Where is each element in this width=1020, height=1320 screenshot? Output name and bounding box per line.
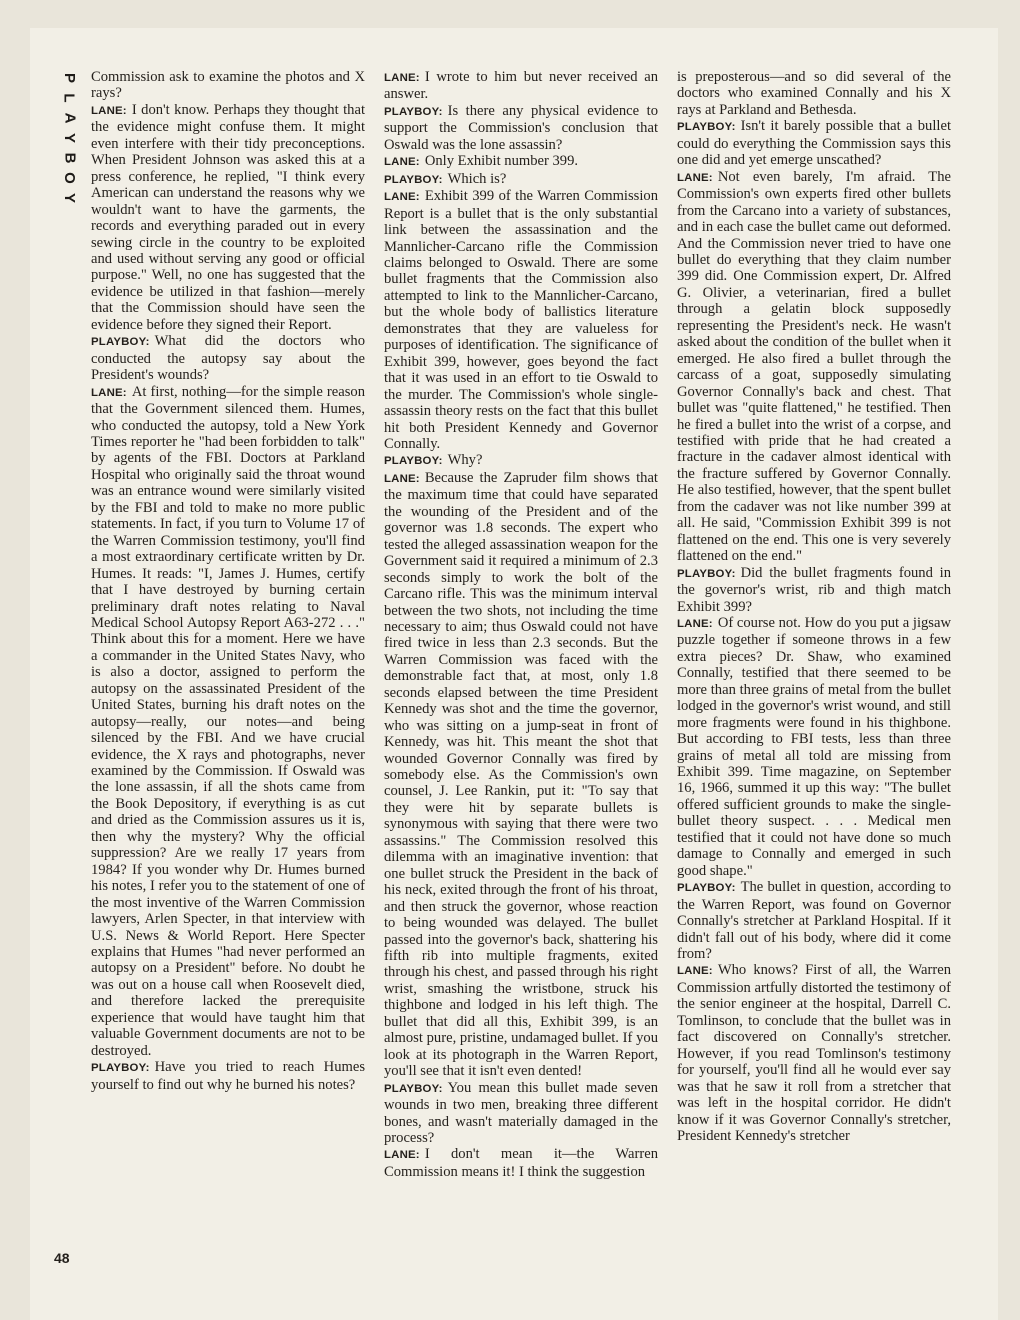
interview-paragraph bbox=[91, 384, 365, 1060]
interview-paragraph bbox=[677, 879, 951, 962]
paragraph-text: Why? bbox=[447, 452, 483, 469]
paragraph-text: Isn't it barely possible that a bullet could do everything the Commission says this one did and yet emerge unscathed? bbox=[677, 118, 951, 169]
interview-paragraph bbox=[677, 169, 951, 565]
interview-paragraph bbox=[384, 188, 658, 452]
speaker-label: PLAYBOY: bbox=[384, 173, 443, 186]
paragraph-text: I don't know. Perhaps they thought that the evidence might confuse them. It might even interfere with their tidy preconceptions. When President Johnson was asked this at a press conference, he replied, "I think every American can understand the reasons why we wouldn't want to have the garments, the records and everything paraded out in every sewing circle in the country to be exploited and used without serving any good or official purpose." Well, no one has suggested that the evidence be utilized in that fashion—merely that the Commission should have seen the evidence before they signed their Report. bbox=[91, 101, 365, 333]
interview-paragraph bbox=[677, 69, 951, 118]
speaker-label: PLAYBOY: bbox=[91, 1062, 150, 1075]
paragraph-text: is preposterous—and so did several of the doctors who examined Connally and his X rays at Parkland and Bethesda. bbox=[677, 69, 951, 118]
interview-paragraph bbox=[91, 69, 365, 102]
masthead-letter: O bbox=[60, 172, 78, 184]
paragraph-text: Only Exhibit number 399. bbox=[424, 153, 579, 170]
speaker-label: LANE: bbox=[677, 617, 713, 630]
speaker-label: LANE: bbox=[91, 386, 127, 399]
interview-paragraph bbox=[91, 102, 365, 333]
interview-paragraph bbox=[384, 452, 658, 469]
paragraph-text: I wrote to him but never received an answer. bbox=[384, 69, 658, 103]
speaker-label: PLAYBOY: bbox=[384, 1082, 443, 1095]
text-column-2 bbox=[384, 69, 658, 1269]
speaker-label: PLAYBOY: bbox=[91, 336, 150, 349]
paragraph-text: Of course not. How do you put a jigsaw puzzle together if someone throws in a few extra pieces? Dr. Shaw, who examined Connally, testified that there seemed to be more than three grains of metal from the bullet lodged in the governor's wrist wound, and still more fragments were found in his thighbone. But according to FBI tests, less than three grains of metal all told are missing from Exhibit 399. Time magazine, on September 16, 1966, summed it up this way: "The bullet offered sufficient grounds to make the single-bullet theory suspect. . . . Medical men testified that it could not have done so much damage to Connally and emerged in such good shape." bbox=[677, 614, 951, 879]
interview-paragraph bbox=[677, 962, 951, 1144]
masthead-letter: A bbox=[61, 112, 78, 124]
paragraph-text: I don't mean it—the Warren Commission means it! I think the suggestion bbox=[384, 1146, 658, 1180]
paragraph-text: Is there any physical evidence to support the Commission's conclusion that Oswald was the lone assassin? bbox=[384, 102, 658, 153]
speaker-label: PLAYBOY: bbox=[384, 105, 443, 118]
paragraph-text: Because the Zapruder film shows that the maximum time that could have separated the wounding of the President and of the governor was 1.8 seconds. The expert who tested the alleged assassination weapon for the Government said it required a minimum of 2.3 seconds simply to work the bolt of the Carcano rifle. This was the minimum interval between the two shots, not including the time necessary to aim; thus Oswald could not have fired twice in less than 2.3 seconds. But the Warren Commission was faced with the demonstrable fact that, at most, only 1.8 seconds elapsed between the time President Kennedy was shot and the time the governor, who was sitting on a jump-seat in front of Kennedy, was hit. This meant the shot that wounded Governor Connally was fired by somebody else. As the Commission's own counsel, J. Lee Rankin, put it: "To say that they were hit by separate bullets is synonymous with saying that there were two assassins." The Commission resolved this dilemma with an imaginative invention: that one bullet struck the President in the back of his neck, exited through the front of his throat, and then struck the governor, whose reaction to being wounded was delayed. The bullet passed into the governor's back, shattering his fifth rib into multiple fragments, exited through his chest, and passed through his right wrist, smashing the wristbone, struck his thighbone and lodged in his left thigh. The bullet that did all this, Exhibit 399, is an almost pure, pristine, undamaged bullet. If you look at its photograph in the Warren Report, you'll see that it isn't even dented! bbox=[384, 469, 658, 1080]
speaker-label: PLAYBOY: bbox=[677, 567, 736, 580]
paragraph-text: The bullet in question, according to the Warren Report, was found on Governor Connally's stretcher at Parkland Hospital. If it didn't fall out of his body, where did it come from? bbox=[677, 879, 951, 963]
interview-paragraph bbox=[384, 470, 658, 1080]
paragraph-text: What did the doctors who conducted the autopsy say about the President's wounds? bbox=[91, 333, 365, 384]
interview-paragraph bbox=[91, 1059, 365, 1093]
paragraph-text: Did the bullet fragments found in the governor's wrist, rib and thigh match Exhibit 399? bbox=[677, 564, 951, 615]
masthead-letter: B bbox=[61, 152, 78, 164]
speaker-label: LANE: bbox=[91, 104, 127, 117]
paragraph-text: Commission ask to examine the photos and X rays? bbox=[91, 69, 365, 102]
paragraph-text: You mean this bullet made seven wounds in two men, breaking three different bones, and wasn't materially damaged in the process? bbox=[384, 1079, 658, 1146]
interview-paragraph bbox=[677, 615, 951, 879]
interview-paragraph bbox=[384, 171, 658, 188]
speaker-label: LANE: bbox=[384, 472, 420, 485]
interview-paragraph bbox=[677, 118, 951, 168]
speaker-label: LANE: bbox=[384, 72, 420, 84]
paragraph-text: At first, nothing—for the simple reason that the Government silenced them. Humes, who conducted the autopsy, told a New York Times reporter he "had been forbidden to talk" by agents of the FBI. Doctors at Parkland Hospital who originally said the throat wound was an entrance wound were similarly visited by the FBI and told to make no more public statements. In fact, if you turn to Volume 17 of the Warren Commission testimony, you'll find a most extraordinary certificate written by Dr. Humes. It reads: "I, James J. Humes, certify that I have destroyed by burning certain preliminary draft notes relating to Naval Medical School Autopsy Report A63-272 . . ." Think about this for a moment. Here we have a commander in the United States Navy, who is also a doctor, assigned to perform the autopsy on the assassinated President of the United States, burning his draft notes on the autopsy—really, our notes—and being silenced by the FBI. And we have crucial evidence, the X rays and photographs, never examined by the Commission. If Oswald was the lone assassin, if all the shots came from the Book Depository, if everything is as cut and dried as the Commission assures us it is, then why the mystery? Why the official suppression? Are we really 17 years from 1984? If you wonder why Dr. Humes burned his notes, I refer you to the statement of one of the most inventive of the Warren Commission lawyers, Arlen Specter, in that interview with U.S. News & World Report. Here Specter explains that Humes "had never performed an autopsy on a President" before. No doubt he was out on a house call when Roosevelt died, and therefore lacked the prerequisite experience that would have taught him that valuable Government documents are not to be destroyed. bbox=[91, 383, 365, 1059]
text-column-1 bbox=[91, 69, 365, 1269]
vertical-masthead bbox=[58, 68, 80, 208]
interview-paragraph bbox=[384, 69, 658, 103]
text-column-3 bbox=[677, 69, 951, 1269]
interview-paragraph bbox=[677, 565, 951, 615]
interview-paragraph bbox=[384, 1146, 658, 1180]
page-number: 48 bbox=[54, 1250, 70, 1266]
masthead-letter: L bbox=[60, 93, 78, 103]
speaker-label: PLAYBOY: bbox=[384, 455, 443, 468]
paragraph-text: Not even barely, I'm afraid. The Commission's own experts fired other bullets from the Carcano into a variety of substances, and in each case the bullet came out deformed. And the Commission never tried to have one bullet do everything that they claim number 399 did. One Commission expert, Dr. Alfred G. Olivier, a veterinarian, fired a bullet through a gelatin block supposedly representing the President's neck. He wasn't asked about the condition of the bullet when it emerged. He also fired a bullet through the carcass of a goat, supposedly simulating Governor Connally's back and chest. That bullet was "quite flattened," he testified. Then he fired a bullet into the wrist of a corpse, and testified with pride that he had created a fracture in the cadaver almost identical with the fracture suffered by Governor Connally. He also testified, however, that the spent bullet from the cadaver was not like number 399 at all. He said, "Commission Exhibit 399 is not flattened on the end. This one is very severely flattened on the end." bbox=[677, 168, 951, 565]
speaker-label: LANE: bbox=[677, 171, 713, 184]
masthead-letter: Y bbox=[60, 192, 78, 204]
masthead-letter: P bbox=[60, 72, 78, 84]
interview-paragraph bbox=[384, 103, 658, 153]
speaker-label: LANE: bbox=[384, 156, 420, 169]
interview-paragraph bbox=[91, 333, 365, 383]
speaker-label: PLAYBOY: bbox=[677, 121, 736, 134]
paragraph-text: Who knows? First of all, the Warren Commission artfully distorted the testimony of the senior engineer at the hospital, Darrell C. Tomlinson, to conclude that the bullet was in fact discovered on Connally's stretcher. However, if you read Tomlinson's testimony for yourself, you'll find all he would ever say was that he saw it roll from a stretcher that was left in the hospital corridor. He didn't know if it was Governor Connally's stretcher, President Kennedy's stretcher bbox=[677, 962, 951, 1144]
interview-paragraph bbox=[384, 153, 658, 170]
interview-paragraph bbox=[384, 1080, 658, 1147]
paragraph-text: Have you tried to reach Humes yourself to find out why he burned his notes? bbox=[91, 1059, 365, 1093]
masthead-letter: Y bbox=[60, 132, 78, 144]
paragraph-text: Which is? bbox=[447, 170, 507, 187]
speaker-label: PLAYBOY: bbox=[677, 882, 736, 895]
paragraph-text: Exhibit 399 of the Warren Commission Report is a bullet that is the only substantial link between the assassination and the Mannlicher-Carcano rifle the Commission claims belonged to Oswald. There are some bullet fragments that the Commission also attempted to link to the Mannlicher-Carcano, but the whole body of ballistics literature demonstrates that they are valueless for purposes of identification. The significance of Exhibit 399, however, goes beyond the fact that it was used in an effort to tie Oswald to the murder. The Commission's whole single-assassin theory rests on the fact that this bullet hit both President Kennedy and Governor Connally. bbox=[384, 188, 658, 452]
speaker-label: LANE: bbox=[384, 1149, 420, 1162]
speaker-label: LANE: bbox=[677, 965, 713, 978]
speaker-label: LANE: bbox=[384, 191, 420, 204]
